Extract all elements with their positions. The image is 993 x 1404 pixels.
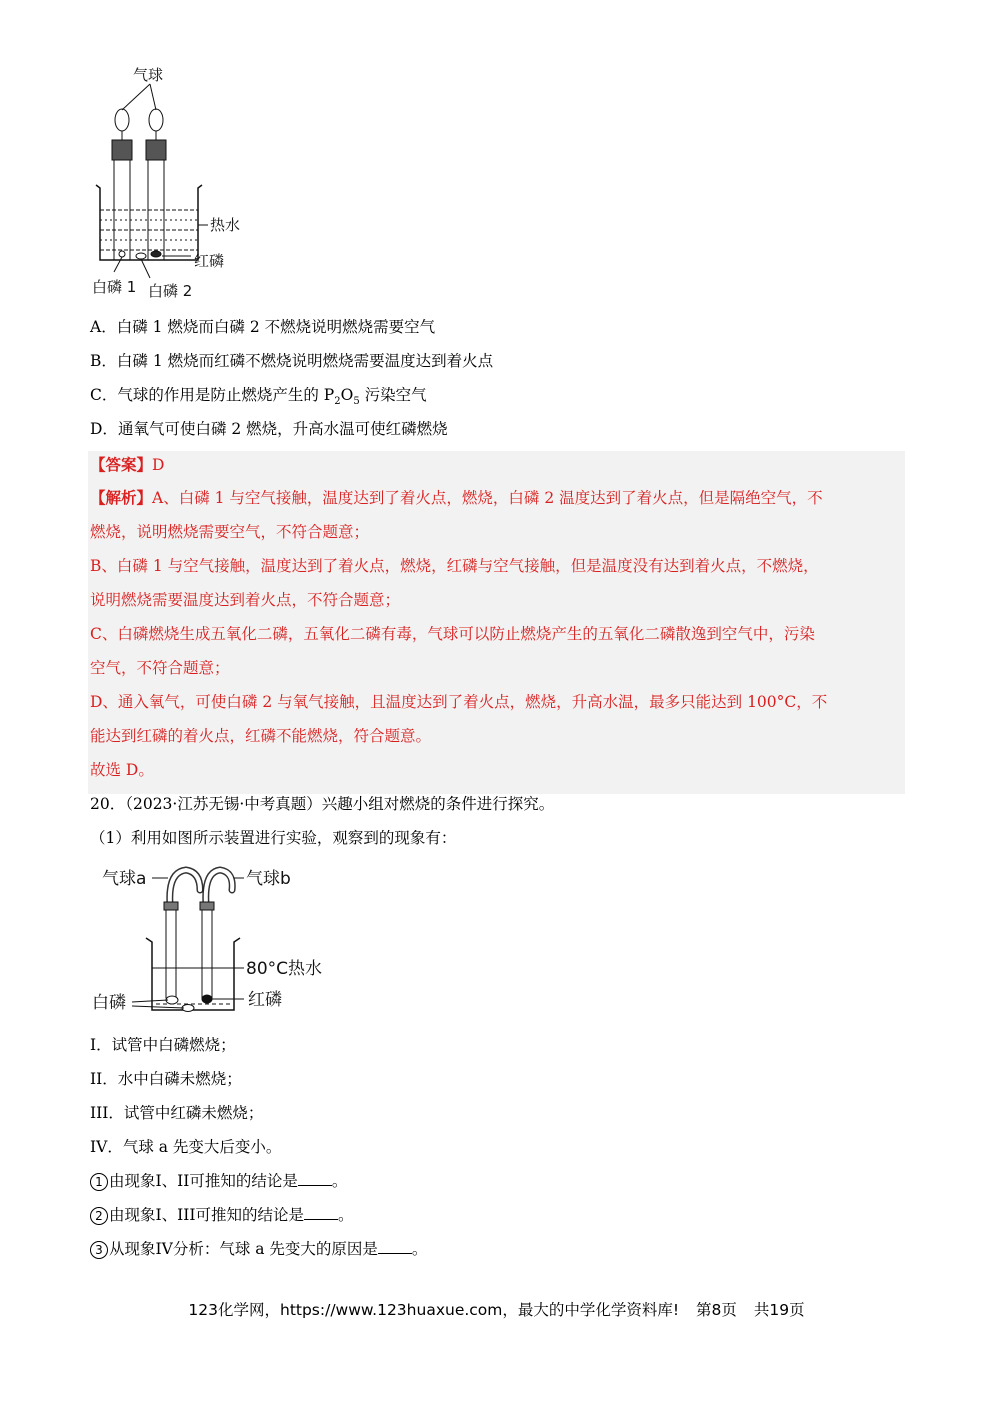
analysis-line-5: C、白磷燃烧生成五氧化二磷，五氧化二磷有毒，气球可以防止燃烧产生的五氧化二磷散逸到空气中，污染 (90, 625, 815, 643)
subquestion-1-end: 。 (331, 1172, 348, 1190)
figure-1-apparatus (88, 60, 258, 305)
answer-line (90, 455, 164, 475)
analysis-text-1: A、白磷 1 与空气接触，温度达到了着火点，燃烧，白磷 2 温度达到了着火点，但是隔绝空气，不 (152, 489, 823, 507)
option-c-prefix: C． (90, 386, 118, 404)
subquestion-3-text: 从现象IV分析：气球 a 先变大的原因是 (109, 1240, 378, 1258)
phenomenon-4: IV．气球 a 先变大后变小。 (90, 1138, 282, 1156)
option-b-text: 白磷 1 燃烧而红磷不燃烧说明燃烧需要温度达到着火点 (116, 352, 494, 370)
option-a-text: 白磷 1 燃烧而白磷 2 不燃烧说明燃烧需要空气 (116, 318, 436, 336)
subquestion-1-text: 由现象I、II可推知的结论是 (109, 1172, 298, 1190)
footer-site: 123化学网，https://www.123huaxue.com，最大的中学化学资料库! (188, 1301, 680, 1319)
option-a-prefix: A． (90, 318, 117, 336)
fig2-balloon-b-label: 气球b (246, 869, 291, 889)
circle-number-2: 2 (90, 1207, 108, 1225)
option-c-mid: O (340, 386, 354, 404)
answer-value: D (152, 456, 165, 474)
analysis-line-9: 故选 D。 (90, 761, 154, 779)
option-c-text-post: 污染空气 (359, 386, 427, 404)
option-c-text-pre: 气球的作用是防止燃烧产生的 P (117, 386, 335, 404)
fig1-hot-water-label: 热水 (210, 216, 241, 234)
fig1-white-p2-label: 白磷 2 (148, 282, 193, 300)
circle-number-1: 1 (90, 1173, 108, 1191)
analysis-line-1 (90, 488, 823, 508)
analysis-line-2: 燃烧，说明燃烧需要空气，不符合题意； (90, 523, 370, 541)
subquestion-2-text: 由现象I、III可推知的结论是 (109, 1206, 304, 1224)
option-d-prefix: D． (90, 420, 118, 438)
phenomenon-1: I．试管中白磷燃烧； (90, 1036, 236, 1054)
phenomenon-3: III．试管中红磷未燃烧； (90, 1104, 264, 1122)
analysis-line-6: 空气，不符合题意； (90, 659, 230, 677)
page-footer (0, 1298, 993, 1320)
fig2-hot-water-label: 80°C热水 (246, 959, 323, 979)
fig1-red-p-label: 红磷 (194, 252, 225, 270)
figure-2-apparatus (88, 858, 348, 1020)
circle-number-3: 3 (90, 1241, 108, 1259)
analysis-tag: 【解析】 (90, 488, 153, 507)
option-a (90, 317, 435, 337)
answer-blank-3[interactable] (378, 1239, 412, 1254)
footer-total: 共19页 (753, 1301, 805, 1319)
option-b-prefix: B． (90, 352, 117, 370)
fig1-white-p1-label: 白磷 1 (92, 278, 137, 296)
analysis-line-8: 能达到红磷的着火点，红磷不能燃烧，符合题意。 (90, 727, 432, 745)
footer-page: 第8页 (696, 1301, 737, 1319)
subquestion-2 (90, 1205, 354, 1225)
subquestion-3-end: 。 (411, 1240, 428, 1258)
phenomenon-2: II．水中白磷未燃烧； (90, 1070, 242, 1088)
fig2-balloon-a-label: 气球a (102, 869, 147, 889)
answer-blank-2[interactable] (304, 1205, 338, 1220)
option-d-text: 通氧气可使白磷 2 燃烧，升高水温可使红磷燃烧 (117, 420, 448, 438)
option-d (90, 419, 448, 439)
subquestion-3 (90, 1239, 427, 1259)
fig2-red-p-label: 红磷 (248, 990, 282, 1010)
option-c (90, 385, 427, 412)
option-c-sub1: 2 (334, 396, 341, 408)
subquestion-1 (90, 1171, 347, 1191)
answer-blank-1[interactable] (298, 1171, 332, 1186)
q20-title: 20．（2023·江苏无锡·中考真题）兴趣小组对燃烧的条件进行探究。 (90, 795, 555, 813)
answer-tag: 【答案】 (90, 455, 153, 474)
option-b (90, 351, 493, 371)
fig2-white-p-label: 白磷 (92, 993, 126, 1013)
analysis-line-7: D、通入氧气，可使白磷 2 与氧气接触，且温度达到了着火点，燃烧，升高水温，最多只能达到 100°C，不 (90, 693, 828, 711)
q20-sub1: （1）利用如图所示装置进行实验，观察到的现象有： (90, 829, 457, 847)
analysis-line-3: B、白磷 1 与空气接触，温度达到了着火点，燃烧，红磷与空气接触，但是温度没有达到着火点，不燃烧， (90, 557, 819, 575)
fig1-balloon-label: 气球 (133, 66, 164, 84)
subquestion-2-end: 。 (338, 1206, 354, 1224)
option-c-sub2: 5 (353, 396, 360, 408)
analysis-line-4: 说明燃烧需要温度达到着火点，不符合题意； (90, 591, 401, 609)
